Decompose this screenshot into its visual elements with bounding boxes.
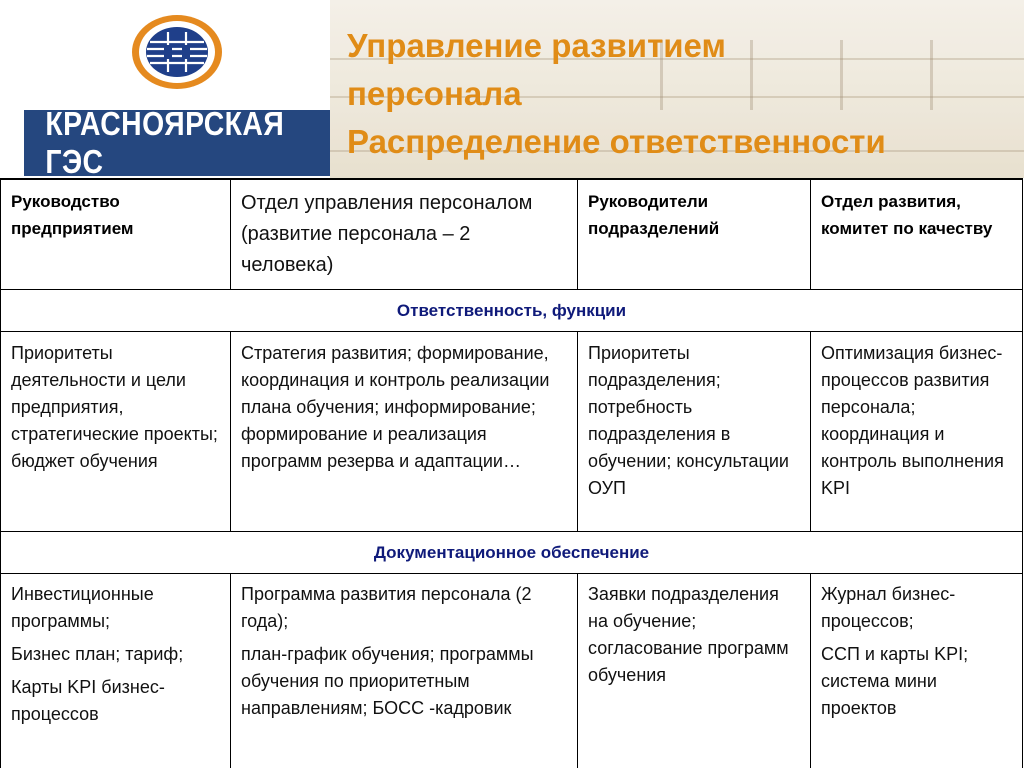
responsibility-table: [0, 178, 1023, 768]
section-row-documentation: [1, 532, 1023, 574]
cell-paragraph: Карты KPI бизнес-процессов: [11, 677, 165, 724]
cell-paragraph: Заявки подразделения на обучение; согласование программ обучения: [588, 584, 789, 685]
cell-paragraph: Программа развития персонала (2 года);: [241, 584, 532, 631]
cell-paragraph: Журнал бизнес-процессов;: [821, 584, 956, 631]
cell-paragraph: Бизнес план; тариф;: [11, 644, 184, 664]
title-line-2: персонала: [347, 75, 522, 112]
table-header-row: [1, 179, 1023, 290]
header-enterprise-management: Руководство предприятием: [1, 179, 231, 290]
company-name: КРАСНОЯРСКАЯ ГЭС: [45, 105, 285, 178]
table-row: [1, 332, 1023, 532]
section-title-documentation: Документационное обеспечение: [1, 532, 1023, 574]
section-title-responsibilities: Ответственность, функции: [1, 290, 1023, 332]
header-division-heads: Руководители подразделений: [578, 179, 811, 290]
cell-paragraph: план-график обучения; программы обучения по приоритетным направлениям; БОСС -кадровик: [241, 644, 534, 718]
table-cell: Приоритеты подразделения; потребность подразделения в обучении; консультации ОУП: [578, 332, 811, 532]
table-cell: [231, 574, 578, 768]
slide-title: [347, 22, 1017, 166]
table-cell: Приоритеты деятельности и цели предприятия, стратегические проекты; бюджет обучения: [1, 332, 231, 532]
table-row: [1, 574, 1023, 768]
table-cell: [1, 574, 231, 768]
company-logo-plate: [24, 105, 330, 178]
header-hr-department: Отдел управления персоналом (развитие персонала – 2 человека): [231, 179, 578, 290]
slide-header: [0, 0, 1024, 178]
cell-paragraph: ССП и карты KPI; система мини проектов: [821, 644, 969, 718]
table-cell: [811, 574, 1023, 768]
cell-paragraph: Инвестиционные программы;: [11, 584, 154, 631]
header-development-department: Отдел развития, комитет по качеству: [811, 179, 1023, 290]
table-cell: Оптимизация бизнес-процессов развития персонала; координация и контроль выполнения KPI: [811, 332, 1023, 532]
title-line-1: Управление развитием: [347, 27, 726, 64]
section-row-responsibilities: [1, 290, 1023, 332]
hydro-plant-logo-icon: [128, 12, 226, 92]
title-line-3: Распределение ответственности: [347, 123, 886, 160]
table-cell: [578, 574, 811, 768]
table-cell: Стратегия развития; формирование, координация и контроль реализации плана обучения; информирование; формирование и реализация программ резерва и адаптации…: [231, 332, 578, 532]
